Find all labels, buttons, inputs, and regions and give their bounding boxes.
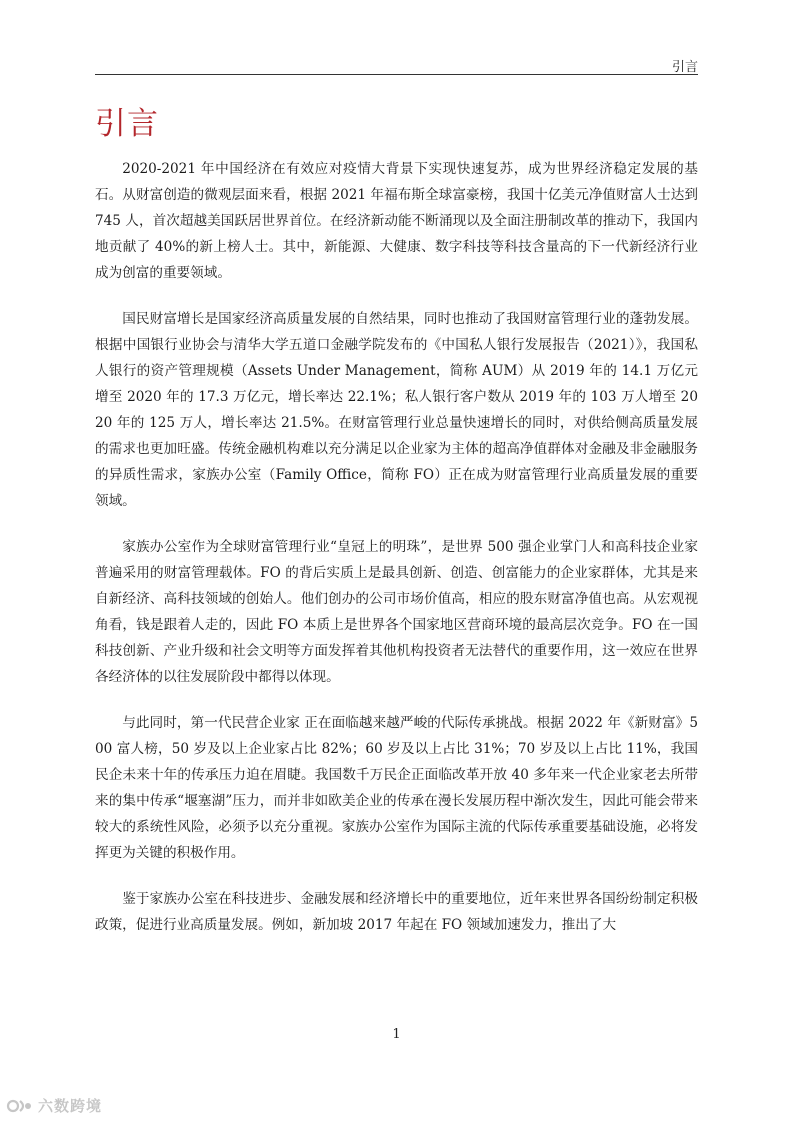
paragraph-3: 家族办公室作为全球财富管理行业“皇冠上的明珠”，是世界 500 强企业掌门人和高科技企业家普遍采用的财富管理载体。FO 的背后实质上是最具创新、创造、创富能力的企业家群体，尤其是来自新经济、高科技领域的创始人。他们创办的公司市场价值高，相应的股东财富净值也高。从宏观视角看，钱是跟着人走的，因此 FO 本质上是世界各个国家地区营商环境的最高层次竞争。FO 在一国科技创新、产业升级和社会文明等方面发挥着其他机构投资者无法替代的重要作用，这一效应在世界各经济体的以往发展阶段中都得以体现。 xyxy=(95,539,698,685)
logo-icon xyxy=(6,1097,34,1115)
paragraph-5: 鉴于家族办公室在科技进步、金融发展和经济增长中的重要地位，近年来世界各国纷纷制定积极政策，促进行业高质量发展。例如，新加坡 2017 年起在 FO 领域加速发力，推出了大 xyxy=(95,891,698,933)
page-number: 1 xyxy=(392,1027,401,1042)
watermark-text: 六数跨境 xyxy=(38,1097,103,1115)
running-header-title: 引言 xyxy=(671,60,698,75)
header-rule xyxy=(95,74,698,75)
paragraph-2: 国民财富增长是国家经济高质量发展的自然结果，同时也推动了我国财富管理行业的蓬勃发展。根据中国银行业协会与清华大学五道口金融学院发布的《中国私人银行发展报告（2021）》，我国私人银行的资产管理规模（Assets Under Management，简称 AUM）从 2019 年的 14.1 万亿元增至 2020 年的 17.3 万亿元，增长率达 22.1%；私人银行客户数从 2019 年的 103 万人增至 2020 年的 125 万人，增长率达 21.5%。在财富管理行业总量快速增长的同时，对供给侧高质量发展的需求也更加旺盛。传统金融机构难以充分满足以企业家为主体的超高净值群体对金融及非金融服务的异质性需求，家族办公室（Family Office，简称 FO）正在成为财富管理行业高质量发展的重要领域。 xyxy=(95,311,698,509)
body-text xyxy=(95,156,698,958)
paragraph-1: 2020-2021 年中国经济在有效应对疫情大背景下实现快速复苏，成为世界经济稳定发展的基石。从财富创造的微观层面来看，根据 2021 年福布斯全球富豪榜，我国十亿美元净值财富人士达到 745 人，首次超越美国跃居世界首位。在经济新动能不断涌现以及全面注册制改革的推动下，我国内地贡献了 40%的新上榜人士。其中，新能源、大健康、数字科技等科技含量高的下一代新经济行业成为创富的重要领域。 xyxy=(95,161,698,281)
chapter-title: 引言 xyxy=(95,106,159,142)
paragraph-4: 与此同时，第一代民营企业家 正在面临越来越严峻的代际传承挑战。根据 2022 年《新财富》500 富人榜，50 岁及以上企业家占比 82%；60 岁及以上占比 31%；70 岁及以上占比 11%，我国民企未来十年的传承压力迫在眉睫。我国数千万民企正面临改革开放 40 多年来一代企业家老去所带来的集中传承“堰塞湖”压力，而并非如欧美企业的传承在漫长发展历程中渐次发生，因此可能会带来较大的系统性风险，必须予以充分重视。家族办公室作为国际主流的代际传承重要基础设施，必将发挥更为关键的积极作用。 xyxy=(95,715,698,861)
watermark xyxy=(6,1095,102,1116)
